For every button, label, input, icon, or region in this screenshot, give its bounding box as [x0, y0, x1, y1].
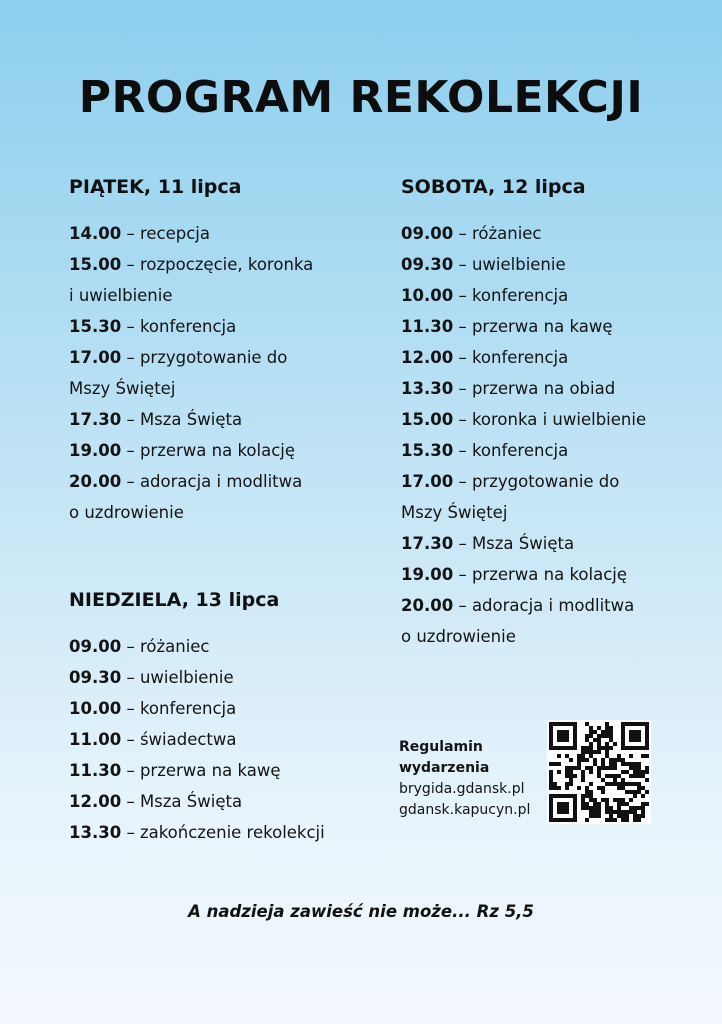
- schedule-time: 19.00: [69, 441, 122, 460]
- schedule-activity: – Msza Święta: [453, 534, 575, 553]
- schedule-item: [69, 435, 359, 466]
- schedule-activity: – koronka i uwielbienie: [453, 410, 647, 429]
- schedule-activity: – konferencja: [453, 348, 569, 367]
- schedule-activity: i uwielbienie: [69, 286, 173, 305]
- schedule-item: [69, 662, 369, 693]
- schedule-time: 17.00: [69, 348, 122, 367]
- schedule-activity: – recepcja: [121, 224, 210, 243]
- rules-link-brygida[interactable]: brygida.gdansk.pl: [399, 781, 525, 797]
- schedule-item: [69, 373, 359, 404]
- schedule-item: [401, 497, 701, 528]
- schedule-item: [401, 342, 701, 373]
- schedule-activity: – adoracja i modlitwa: [121, 472, 303, 491]
- schedule-activity: – rozpoczęcie, koronka: [121, 255, 314, 274]
- schedule-item: [401, 311, 701, 342]
- scripture-quote: A nadzieja zawieść nie może... Rz 5,5: [188, 902, 534, 921]
- schedule-activity: – konferencja: [121, 699, 237, 718]
- schedule-item: [69, 497, 359, 528]
- schedule-time: 15.30: [401, 441, 454, 460]
- schedule-activity: – różaniec: [453, 224, 542, 243]
- schedule-time: 13.30: [401, 379, 454, 398]
- schedule-time: 11.30: [69, 761, 122, 780]
- schedule-item: [69, 724, 369, 755]
- schedule-time: 17.00: [401, 472, 454, 491]
- schedule-activity: – konferencja: [453, 286, 569, 305]
- rules-heading-line2: wydarzenia: [399, 760, 490, 776]
- qr-code-icon[interactable]: [547, 720, 651, 824]
- schedule-time: 11.00: [69, 730, 122, 749]
- rules-link-kapucyn[interactable]: gdansk.kapucyn.pl: [399, 802, 531, 818]
- day-heading: PIĄTEK, 11 lipca: [69, 176, 242, 198]
- schedule-activity: – przerwa na kolację: [121, 441, 296, 460]
- rules-heading-line1: Regulamin: [399, 739, 483, 755]
- schedule-activity: – Msza Święta: [121, 792, 243, 811]
- schedule-time: 15.00: [401, 410, 454, 429]
- schedule-activity: – uwielbienie: [121, 668, 234, 687]
- schedule-time: 17.30: [69, 410, 122, 429]
- schedule-activity: – zakończenie rekolekcji: [121, 823, 325, 842]
- schedule-item: [401, 528, 701, 559]
- schedule-item: [401, 621, 701, 652]
- schedule-time: 15.00: [69, 255, 122, 274]
- rules-block: [399, 737, 530, 821]
- schedule-item: [69, 817, 369, 848]
- schedule-activity: – konferencja: [121, 317, 237, 336]
- schedule-item: [69, 466, 359, 497]
- schedule-time: 15.30: [69, 317, 122, 336]
- day-heading: NIEDZIELA, 13 lipca: [69, 589, 280, 611]
- schedule-activity: – przerwa na kawę: [121, 761, 281, 780]
- schedule-time: 20.00: [69, 472, 122, 491]
- schedule-time: 11.30: [401, 317, 454, 336]
- schedule-time: 19.00: [401, 565, 454, 584]
- schedule-item: [401, 280, 701, 311]
- schedule-time: 20.00: [401, 596, 454, 615]
- schedule-activity: – przerwa na kawę: [453, 317, 613, 336]
- schedule-item: [69, 786, 369, 817]
- schedule-item: [401, 404, 701, 435]
- schedule-item: [69, 693, 369, 724]
- schedule-time: 10.00: [69, 699, 122, 718]
- schedule-list: [69, 631, 369, 848]
- schedule-time: 09.30: [69, 668, 122, 687]
- schedule-time: 09.00: [69, 637, 122, 656]
- schedule-time: 14.00: [69, 224, 122, 243]
- schedule-item: [401, 590, 701, 621]
- schedule-item: [401, 559, 701, 590]
- schedule-activity: o uzdrowienie: [401, 627, 516, 646]
- schedule-item: [69, 280, 359, 311]
- schedule-item: [69, 631, 369, 662]
- day-sunday: [69, 589, 369, 848]
- schedule-activity: Mszy Świętej: [401, 503, 508, 522]
- schedule-activity: – uwielbienie: [453, 255, 566, 274]
- schedule-time: 17.30: [401, 534, 454, 553]
- schedule-time: 12.00: [69, 792, 122, 811]
- schedule-item: [401, 435, 701, 466]
- day-friday: [69, 176, 359, 528]
- schedule-time: 13.30: [69, 823, 122, 842]
- day-heading: SOBOTA, 12 lipca: [401, 176, 586, 198]
- page-title: PROGRAM REKOLEKCJI: [78, 72, 644, 123]
- schedule-list: [401, 218, 701, 652]
- day-saturday: [401, 176, 701, 652]
- schedule-item: [69, 249, 359, 280]
- schedule-activity: – świadectwa: [121, 730, 237, 749]
- schedule-activity: – przerwa na obiad: [453, 379, 616, 398]
- schedule-item: [401, 466, 701, 497]
- schedule-time: 10.00: [401, 286, 454, 305]
- schedule-list: [69, 218, 359, 528]
- schedule-activity: – konferencja: [453, 441, 569, 460]
- schedule-activity: – przygotowanie do: [453, 472, 620, 491]
- schedule-item: [69, 218, 359, 249]
- schedule-item: [401, 249, 701, 280]
- schedule-item: [401, 373, 701, 404]
- schedule-item: [69, 342, 359, 373]
- schedule-item: [69, 311, 359, 342]
- schedule-activity: – adoracja i modlitwa: [453, 596, 635, 615]
- schedule-activity: – Msza Święta: [121, 410, 243, 429]
- schedule-activity: – przygotowanie do: [121, 348, 288, 367]
- schedule-activity: Mszy Świętej: [69, 379, 176, 398]
- schedule-item: [69, 404, 359, 435]
- schedule-item: [401, 218, 701, 249]
- qr-code-graphic: [547, 720, 651, 824]
- schedule-time: 09.30: [401, 255, 454, 274]
- schedule-time: 12.00: [401, 348, 454, 367]
- schedule-activity: o uzdrowienie: [69, 503, 184, 522]
- schedule-activity: – różaniec: [121, 637, 210, 656]
- schedule-time: 09.00: [401, 224, 454, 243]
- schedule-item: [69, 755, 369, 786]
- schedule-activity: – przerwa na kolację: [453, 565, 628, 584]
